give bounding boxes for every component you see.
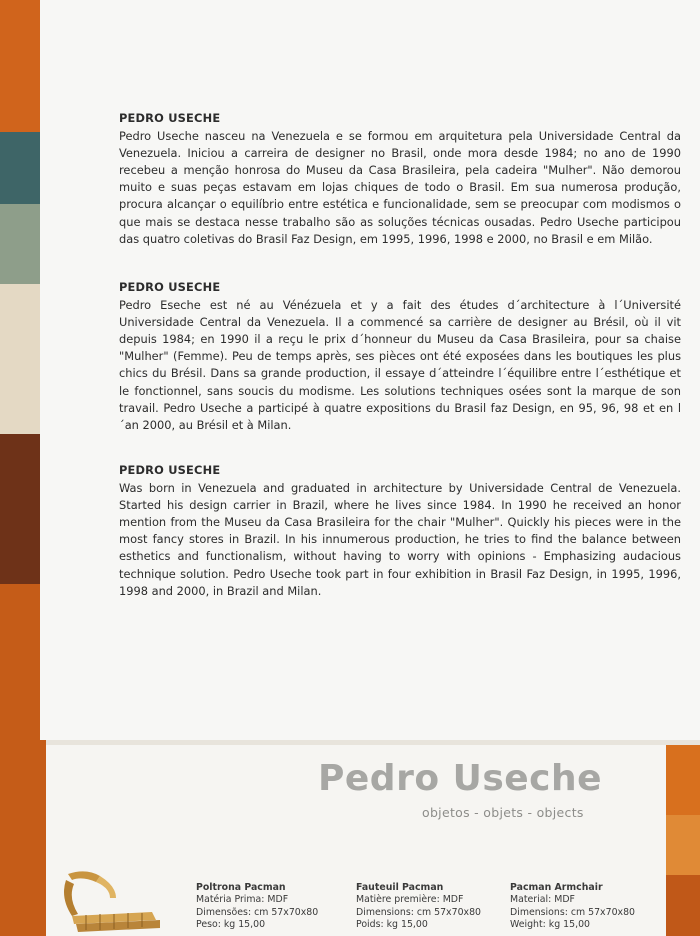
product-material: Matière première: MDF xyxy=(356,894,464,906)
bio-section-portuguese xyxy=(119,110,681,248)
product-dimensions: Dimensões: cm 57x70x80 xyxy=(196,906,319,918)
product-spec-french xyxy=(356,882,481,932)
product-weight: Weight: kg 15,00 xyxy=(510,919,590,931)
section-heading: PEDRO USECHE xyxy=(119,280,221,294)
product-spec-english xyxy=(510,882,635,932)
section-text: Pedro Eseche est né au Vénézuela et y a fait des études d´architecture à l´Université Universidade Central da Venezuela. Il a commencé sa carrière de designer au Brésil, où il vit depuis 1984; en 1990 il a reçu le prix d´honneur du Museu da Casa Brasileira, pour sa chaise "Mulher" (Femme). Peu de temps après, ses pièces ont été exposées dans les boutiques les plus chics du Brésil. Dans sa grande production, il essaye d´atteindre l´équilibre entre l´esthétique et le fonctionnel, sans soucis du modisme. Les solutions techniques osées sont la marque de son travail. Pedro Useche a participé à quatre expositions du Brasil faz Design, en 95, 96, 98 et en l´an 2000, au Brésil et à Milan. xyxy=(119,298,681,432)
product-weight: Peso: kg 15,00 xyxy=(196,919,266,931)
section-text: Pedro Useche nasceu na Venezuela e se formou em arquitetura pela Universidade Central da Venezuela. Iniciou a carreira de designer no Brasil, onde mora desde 1984; no ano de 1990 recebeu a menção honrosa do Museu da Casa Brasileira, pela cadeira "Mulher". Não demorou muito e suas peças estavam em lojas chiques de todo o Brasil. Em sua numerosa produção, procura alcançar o equilíbrio entre estética e funcionalidade, sem se preocupar com modismos o que mais se destaca nesse trabalho são as soluções técnicas ousadas. Pedro Useche participou das quatro coletivas do Brasil Faz Design, em 1995, 1996, 1998 e 2000, no Brasil e em Milão. xyxy=(119,129,681,246)
product-dimensions: Dimensions: cm 57x70x80 xyxy=(510,906,636,918)
bio-section-english xyxy=(119,462,681,600)
pacman-chair-icon xyxy=(56,868,166,936)
product-material: Matéria Prima: MDF xyxy=(196,894,289,906)
brand-title: Pedro Useche xyxy=(318,758,603,799)
product-weight: Poids: kg 15,00 xyxy=(356,919,428,931)
stripe-rust-right xyxy=(666,875,700,936)
stripe-amber-right xyxy=(666,815,700,875)
product-name: Poltrona Pacman xyxy=(196,882,286,893)
stripe-orange-right xyxy=(666,745,700,815)
product-dimensions: Dimensions: cm 57x70x80 xyxy=(356,906,482,918)
product-material: Material: MDF xyxy=(510,894,575,906)
section-text: Was born in Venezuela and graduated in architecture by Universidade Central de Venezuela. Started his design carrier in Brazil, where he lives since 1984. In 1990 he received an honor mention from the Museu da Casa Brasileira for the chair "Mulher". Quickly his pieces were in the most fancy stores in Brazil. In his innumerous production, he tries to find the balance between esthetics and functionalism, without having to worry with opinions - Emphasizing audacious technique solution. Pedro Useche took part in four exhibition in Brasil Faz Design, in 1995, 1996, 1998 and 2000, in Brazil and Milan. xyxy=(119,481,681,598)
product-spec-portuguese xyxy=(196,882,318,932)
right-color-stripes xyxy=(666,745,700,936)
section-heading: PEDRO USECHE xyxy=(119,463,221,477)
product-name: Fauteuil Pacman xyxy=(356,882,444,893)
section-heading: PEDRO USECHE xyxy=(119,111,221,125)
bio-section-french xyxy=(119,279,681,434)
brand-subtitle: objetos - objets - objects xyxy=(422,805,584,820)
product-name: Pacman Armchair xyxy=(510,882,603,893)
